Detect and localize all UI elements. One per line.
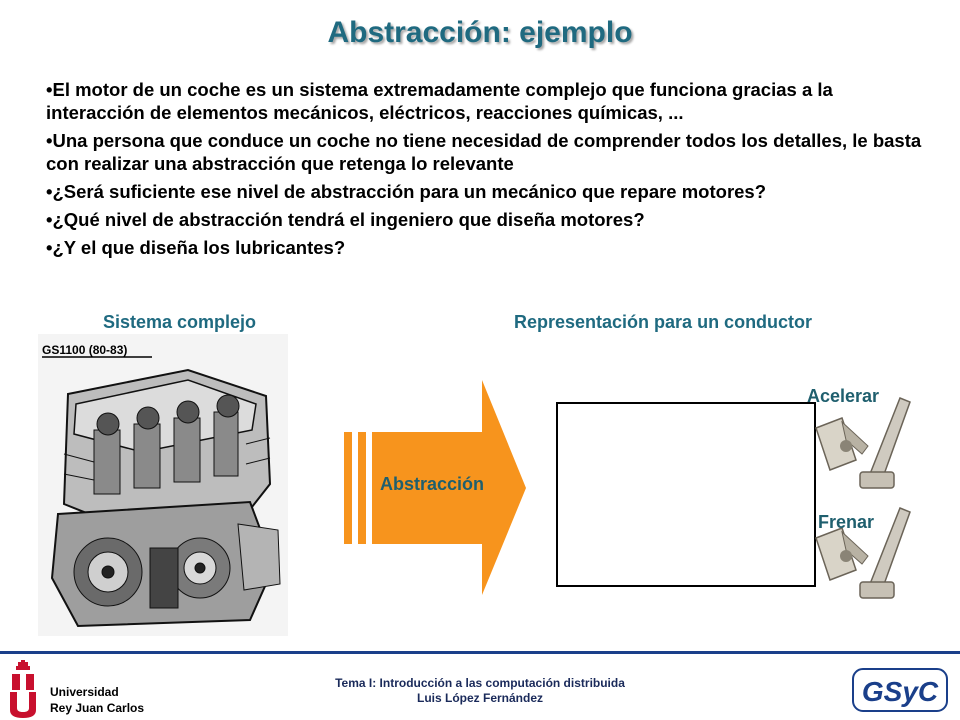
bullet-list: [46, 78, 926, 264]
abstraction-label: Abstracción: [380, 474, 485, 494]
slide-title: Abstracción: ejemplo: [327, 16, 633, 49]
driver-representation-box: [556, 402, 816, 587]
driver-representation-label: Representación para un conductor: [514, 312, 813, 332]
bullet-item: • ¿Qué nivel de abstracción tendrá el ingeniero que diseña motores?: [46, 208, 926, 231]
gsyc-logo-icon: [852, 668, 948, 712]
footer-divider: [0, 651, 960, 654]
footer-topic: Tema I: Introducción a las computación distribuida: [335, 676, 625, 690]
footer-author: Luis López Fernández: [416, 691, 543, 705]
engine-caption: GS1100 (80-83): [42, 343, 128, 357]
brake-label: Frenar: [818, 512, 875, 532]
bullet-item: • ¿Y el que diseña los lubricantes?: [46, 236, 926, 259]
footer-text: [0, 676, 960, 706]
bullet-item: • Una persona que conduce un coche no tiene necesidad de comprender todos los detalles, le basta con realizar una abstracción que retenga lo relevante: [46, 129, 926, 175]
university-line-1: Universidad: [50, 685, 119, 699]
bullet-item: • ¿Será suficiente ese nivel de abstracción para un mecánico que repare motores?: [46, 180, 926, 203]
bullet-item: • El motor de un coche es un sistema extremadamente complejo que funciona gracias a la interacción de elementos mecánicos, eléctricos, reacciones químicas, ...: [46, 78, 926, 124]
gsyc-logo-text: GSyC: [861, 676, 939, 707]
university-line-2: Rey Juan Carlos: [50, 701, 145, 715]
engine-illustration: [38, 334, 288, 636]
complex-system-label: Sistema complejo: [103, 312, 257, 332]
accelerate-label: Acelerar: [807, 386, 880, 406]
